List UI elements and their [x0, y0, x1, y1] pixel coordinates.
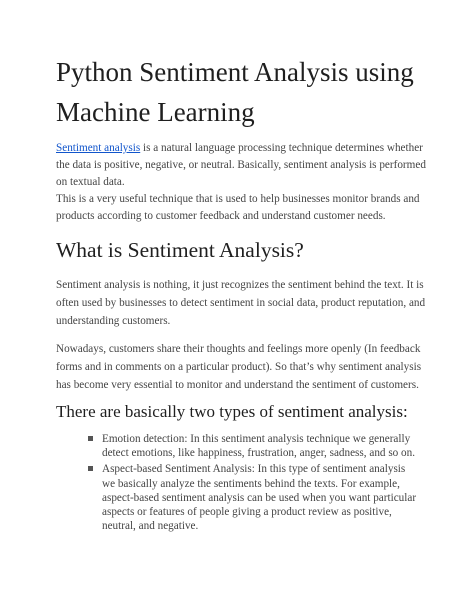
square-bullet-icon: [88, 466, 93, 471]
types-list: [88, 432, 418, 533]
section-heading-what-is: What is Sentiment Analysis?: [56, 238, 304, 262]
list-item: [88, 432, 418, 460]
page-title: Python Sentiment Analysis using Machine Learning: [56, 57, 414, 127]
section-paragraph-1: Sentiment analysis is nothing, it just recognizes the sentiment behind the text. It is often used by businesses to detect sentiment in social data, product reputation, and understanding customers.: [56, 279, 426, 327]
section-heading-types: There are basically two types of sentiment analysis:: [56, 402, 408, 421]
intro-paragraph-2: This is a very useful technique that is used to help businesses monitor brands and products according to customer feedback and understand customer needs.: [56, 193, 420, 222]
list-item-text: Aspect-based Sentiment Analysis: In this type of sentiment analysis we basically analyze the sentiments behind the texts. For example, aspect-based sentiment analysis can be used when you want particular aspects or features of people giving a product review as positive, neutral, and negative.: [102, 463, 417, 533]
square-bullet-icon: [88, 436, 93, 441]
sentiment-analysis-link[interactable]: Sentiment analysis: [56, 142, 141, 154]
section-paragraph-2: Nowadays, customers share their thoughts and feelings more openly (In feedback forms and in comments on a particular product). So that’s why sentiment analysis has become very essential to monitor and understand the sentiment of customers.: [56, 343, 422, 391]
intro-block: [56, 140, 426, 225]
intro-paragraph: [56, 140, 426, 191]
list-item-text: Emotion detection: In this sentiment analysis technique we generally detect emotions, like happiness, frustration, anger, sadness, and so on.: [102, 433, 416, 460]
intro-text: is a natural language processing technique determines whether the data is positive, negative, or neutral. Basically, sentiment analysis is performed on textual data.: [56, 142, 426, 188]
list-item: [88, 462, 418, 533]
